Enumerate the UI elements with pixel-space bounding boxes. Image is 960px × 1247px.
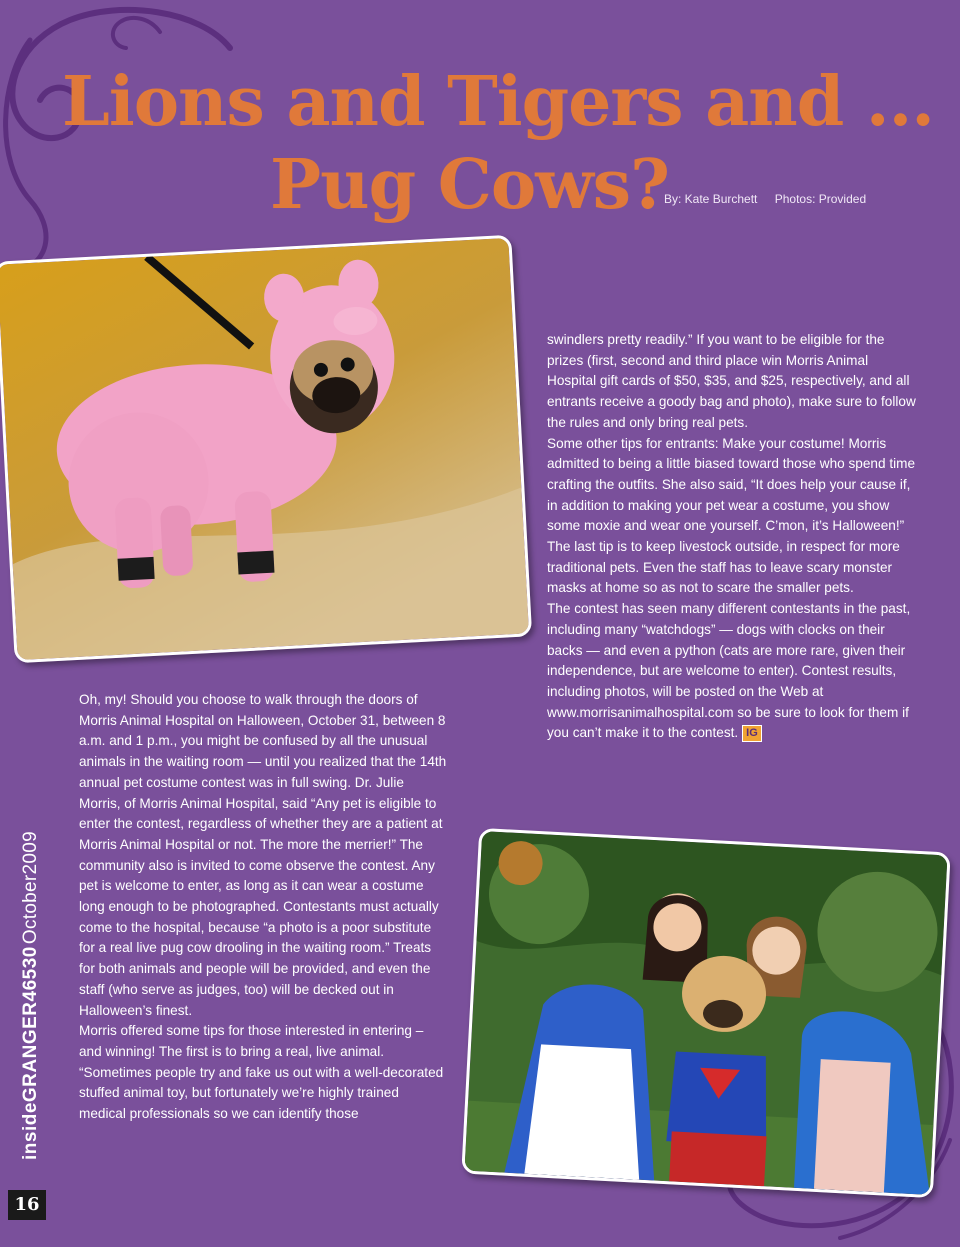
byline [664,192,866,206]
article-body-left-column [79,690,447,1125]
body-paragraph-last [547,599,917,744]
body-paragraph-text: The contest has seen many different contestants in the past, including many “watchdogs” — dogs with clocks on their backs — and even a python (cats are more rare, given their independence, but are welcome to enter). Contest results, including photos, will be posted on the Web at www.morrisanimalhospital.com so be sure to look for them if you can’t make it to the contest. [547,601,911,741]
pug-in-pig-costume-photo [0,235,532,664]
body-paragraph: Oh, my! Should you choose to walk through the doors of Morris Animal Hospital on Halloween, October 31, between 8 a.m. and 1 p.m., you might be confused by all the unusual animals in the waiting room — until you realized that the 14th annual pet costume contest was in full swing. Dr. Julie Morris, of Morris Animal Hospital, said “Any pet is eligible to enter the contest, regardless of whether they are a patient at Morris Animal Hospital or not. The more the merrier!” The community also is invited to come observe the contest. Any pet is welcome to enter, as long as it can wear a costume long enough to be photographed. Contestants must actually come to the hospital, because “a photo is a poor substitute for a real live pug cow drooling in the waiting room.” Treats for both animals and people will be provided, and even the staff (who serve as judges, too) will be decked out in Halloween’s finest. [79,692,447,1018]
article-title-line-2: Pug Cows? [270,145,669,225]
publication-sidebar [18,830,44,1160]
byline-photos: Photos: Provided [774,192,867,206]
article-body-right-column [547,330,917,744]
body-paragraph: Morris offered some tips for those interested in entering – and winning! The first is to bring a real, live animal. “Sometimes people try and fake us out with a well-decorated stuffed animal toy, but fortunately we’re highly trained medical professionals so we can identify those [79,1023,444,1122]
page-number: 16 [8,1190,46,1220]
issue-date: October2009 [20,830,41,945]
body-paragraph: Some other tips for entrants: Make your costume! Morris admitted to being a little biased toward those who spend time crafting the outfits. She also said, “It does help your cause if, in addition to making your pet wear a costume, you show some moxie and wear one yourself. C’mon, it’s Halloween!” The last tip is to keep livestock outside, in respect for more traditional pets. Even the staff has to leave scary monster masks at home so as not to scare the smaller pets. [547,435,916,596]
publication-name: insideGRANGER46530 [20,946,41,1160]
girls-with-dog-in-costumes-photo [461,828,950,1198]
body-paragraph: swindlers pretty readily.” If you want to be eligible for the prizes (first, second and third place win Morris Animal Hospital gift cards of $50, $35, and $25, respectively, and all entrants receive a goody bag and photo), make sure to follow the rules and only bring real pets. [547,332,916,430]
byline-author: By: Kate Burchett [664,192,758,206]
article-title-line-1: Lions and Tigers and ... [62,62,934,142]
ig-end-mark-icon: IG [742,725,762,742]
